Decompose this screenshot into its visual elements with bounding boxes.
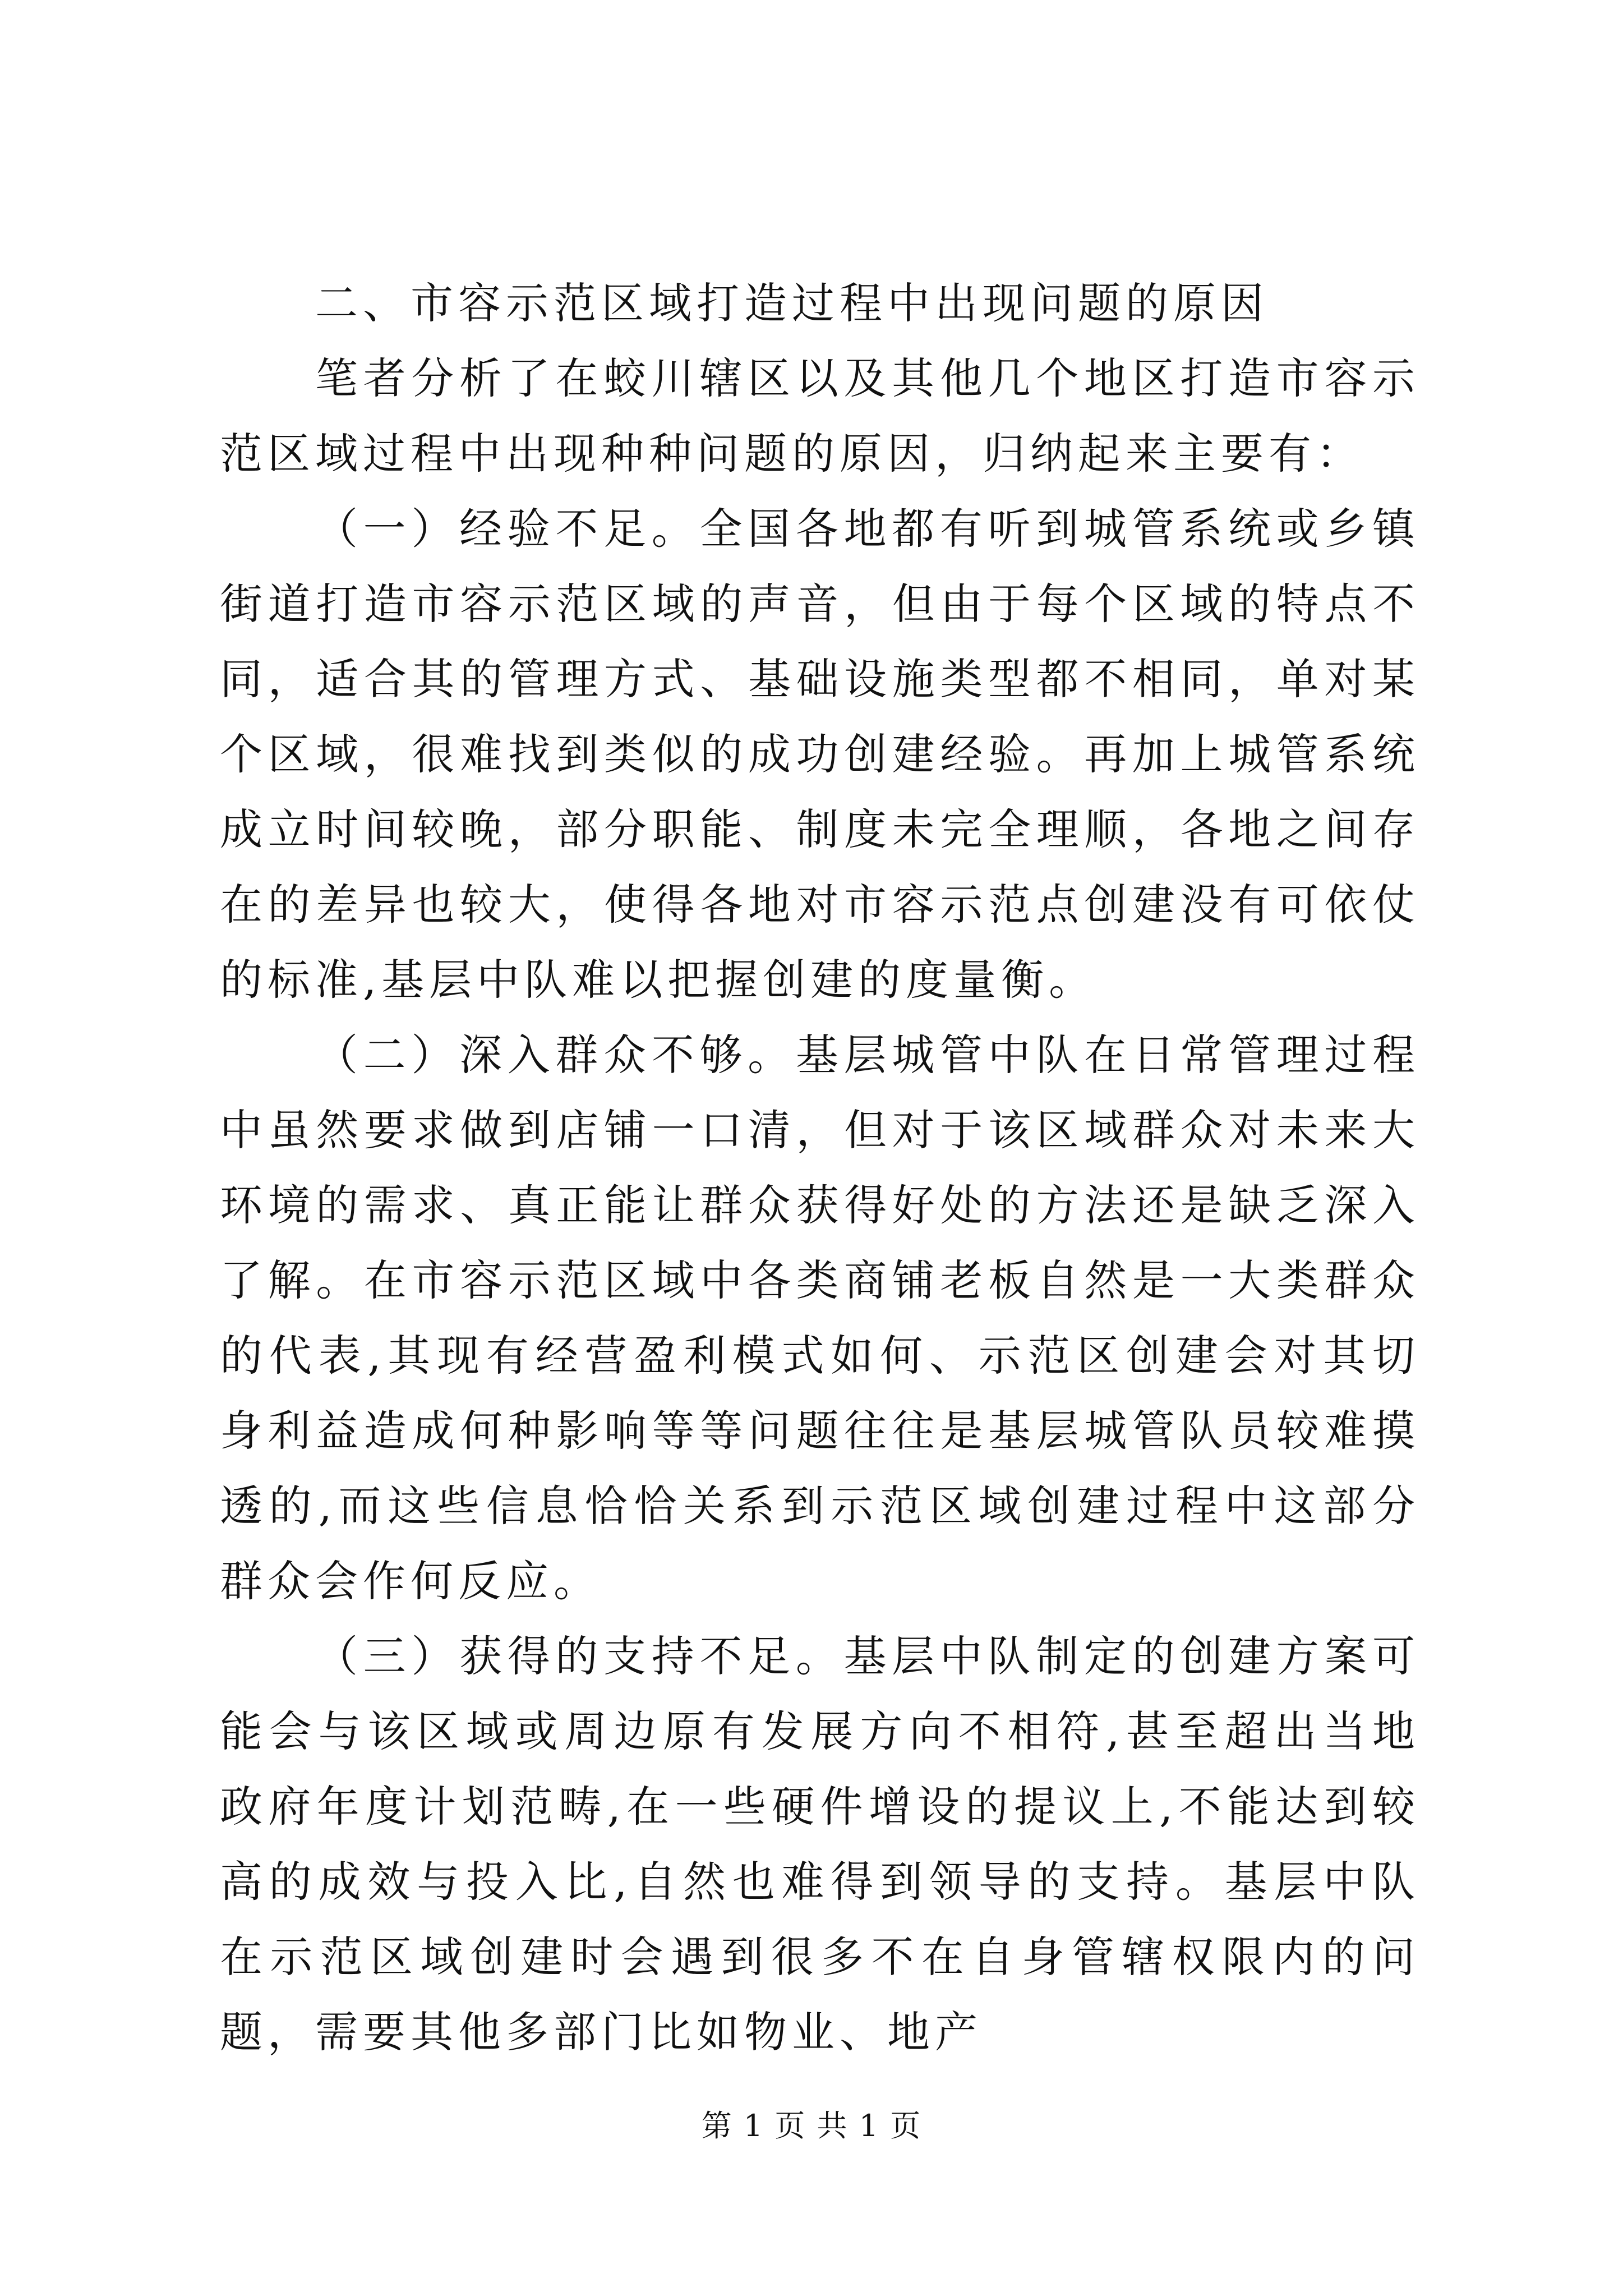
paragraph-reason-3: （三）获得的支持不足。基层中队制定的创建方案可能会与该区域或周边原有发展方向不相符,甚至超出当地政府年度计划范畴,在一些硬件增设的提议上,不能达到较高的成效与投入比,自然也难得到领导的支持。基层中队在示范区域创建时会遇到很多不在自身管辖权限内的问题，需要其他多部门比如物业、地产 (220, 1631, 1420, 2057)
paragraph-intro: 笔者分析了在蛟川辖区以及其他几个地区打造市容示范区域过程中出现种种问题的原因，归纳起来主要有： (220, 353, 1420, 478)
document-body (220, 266, 1420, 2070)
paragraph-reason-1: （一）经验不足。全国各地都有听到城管系统或乡镇街道打造市容示范区域的声音，但由于每个区域的特点不同，适合其的管理方式、基础设施类型都不相同，单对某个区域，很难找到类似的成功创建经验。再加上城管系统成立时间较晚，部分职能、制度未完全理顺，各地之间存在的差异也较大，使得各地对市容示范点创建没有可依仗的标准,基层中队难以把握创建的度量衡。 (220, 504, 1420, 1005)
paragraph-reason-2: （二）深入群众不够。基层城管中队在日常管理过程中虽然要求做到店铺一口清，但对于该区域群众对未来大环境的需求、真正能让群众获得好处的方法还是缺乏深入了解。在市容示范区域中各类商铺老板自然是一大类群众的代表,其现有经营盈利模式如何、示范区创建会对其切身利益造成何种影响等等问题往往是基层城管队员较难摸透的,而这些信息恰恰关系到示范区域创建过程中这部分群众会作何反应。 (220, 1030, 1420, 1606)
page-footer: 第 1 页 共 1 页 (701, 2108, 922, 2143)
section-heading: 二、市容示范区域打造过程中出现问题的原因 (315, 278, 1269, 328)
